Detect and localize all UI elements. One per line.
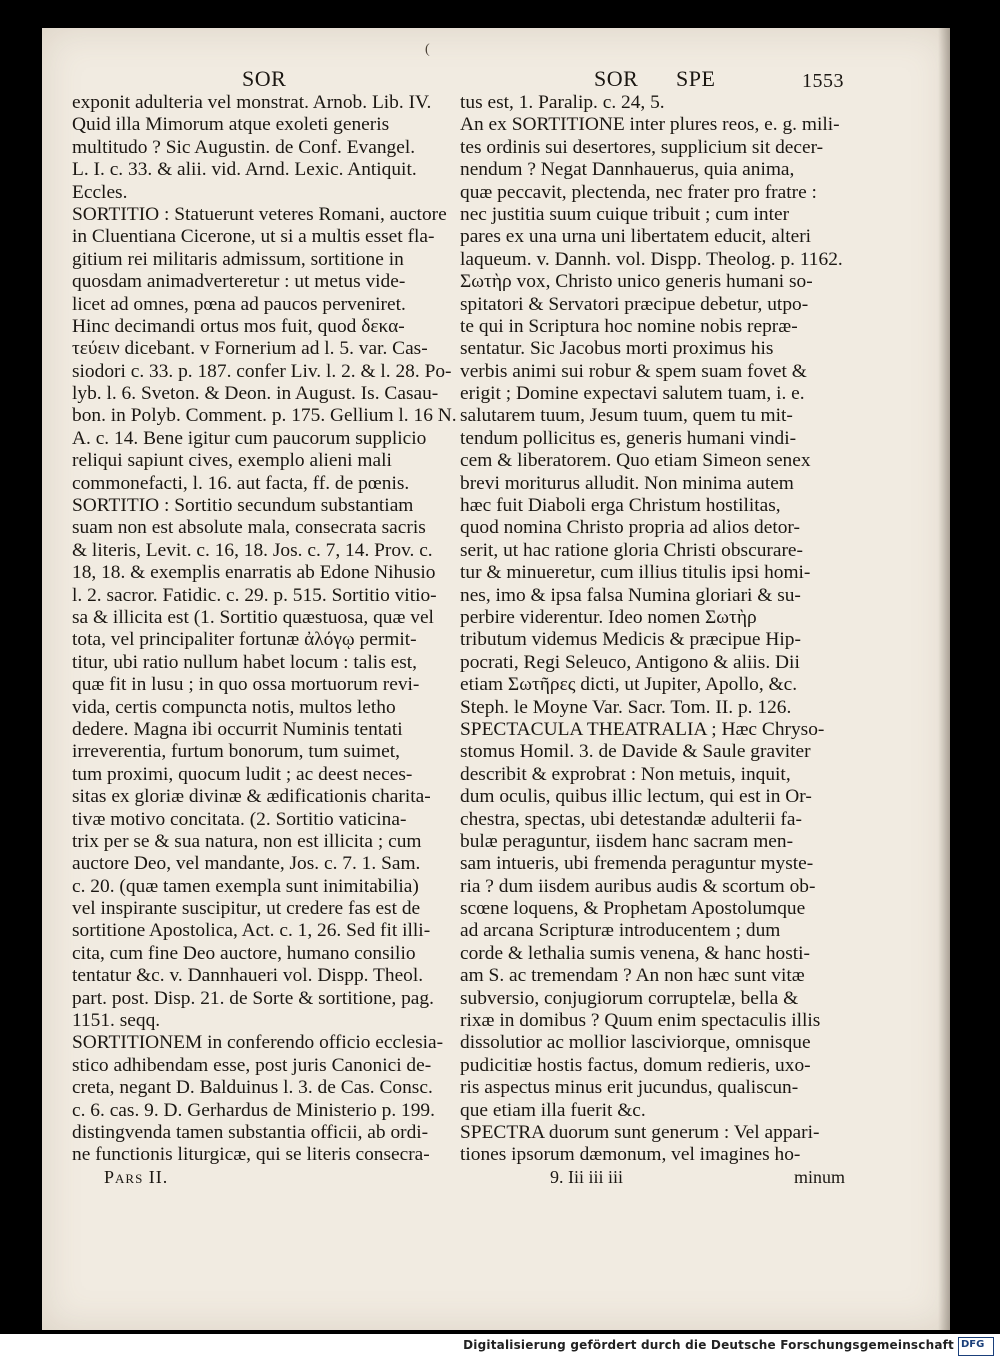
text-line: brevi moriturus alludit. Non minima autem — [460, 472, 794, 494]
text-line: quæ peccavit, plectenda, nec frater pro fratre : — [460, 181, 817, 203]
text-line: stomus Homil. 3. de Davide & Saule graviter — [460, 741, 811, 763]
text-line: Quid illa Mimorum atque exoleti generis — [72, 114, 390, 136]
text-line: tendum pollicitus es, generis humani vindi- — [460, 427, 797, 449]
text-line: dedere. Magna ibi occurrit Numinis tentati — [72, 718, 403, 740]
text-line: quæ fit in lusu ; in quo ossa mortuorum revi- — [72, 674, 420, 696]
page-number: 1553 — [802, 70, 844, 92]
text-line: ne functionis liturgicæ, qui se literis consecra- — [72, 1144, 430, 1166]
text-line: Hinc decimandi ortus mos fuit, quod δεκα- — [72, 315, 405, 337]
credit-bar — [0, 1334, 1000, 1358]
text-line: corde & lethalia sumis venena, & hanc hosti- — [460, 942, 811, 964]
text-line: stico adhibendam esse, post juris Canonici de- — [72, 1054, 432, 1076]
text-line: titur, ubi ratio nullum habet locum : talis est, — [72, 651, 417, 673]
text-line: SORTITIO : Statuerunt veteres Romani, auctore — [72, 203, 447, 225]
text-line: describit & exprobrat : Non metuis, inquit, — [460, 763, 791, 785]
text-line: licet ad omnes, pœna ad paucos perveniret. — [72, 293, 406, 315]
text-line: part. post. Disp. 21. de Sorte & sortitione, pag. — [72, 987, 434, 1009]
text-line: tiones ipsorum dæmonum, vel imagines ho- — [460, 1144, 801, 1166]
text-line: creta, negant D. Balduinus l. 3. de Cas. Consc. — [72, 1077, 433, 1099]
text-line: tentatur &c. v. Dannhaueri vol. Dispp. Theol. — [72, 965, 424, 987]
text-line: que etiam illa fuerit &c. — [460, 1099, 646, 1121]
dfg-logo-icon[interactable] — [958, 1337, 994, 1356]
text-line: tum proximi, quocum ludit ; ac deest neces- — [72, 763, 413, 785]
text-line: bulæ peraguntur, iisdem hanc sacram men- — [460, 830, 794, 852]
text-line: τεύειν dicebant. v Fornerium ad l. 5. var. Cas- — [72, 338, 428, 360]
right-column — [460, 92, 843, 1167]
text-line: 1151. seqq. — [72, 1010, 161, 1032]
text-line: quosdam animadverteretur : ut metus vide- — [72, 271, 406, 293]
text-line: SORTITIONEM in conferendo officio ecclesia- — [72, 1032, 444, 1054]
text-line: trix per se & sua natura, non est illicita ; cum — [72, 830, 422, 852]
text-line: siodori c. 33. p. 187. confer Liv. l. 2. & l. 28. Po- — [72, 360, 452, 382]
page-edge-shadow — [938, 28, 950, 1330]
text-line: tivæ motivo concitata. (2. Sortitio vaticina- — [72, 808, 407, 830]
text-line: nec justitia suum cuique tribuit ; cum inter — [460, 203, 790, 225]
running-head-right-1: SOR — [594, 66, 639, 91]
text-line: am S. ac tremendam ? An non hæc sunt vitæ — [460, 965, 805, 987]
text-line: spitatori & Servatori præcipue debetur, utpo- — [460, 293, 809, 315]
text-line: laqueum. v. Dannh. vol. Dispp. Theolog. p. 1162. — [460, 248, 843, 270]
text-line: l. 2. sacror. Fatidic. c. 29. p. 515. Sortitio vitio- — [72, 584, 437, 606]
text-line: sentatur. Sic Jacobus morti proximus his — [460, 338, 774, 360]
text-line: ria ? dum iisdem auribus audis & scortum ob- — [460, 875, 816, 897]
text-line: tus est, 1. Paralip. c. 24, 5. — [460, 92, 665, 113]
text-line: etiam Σωτῆρες dicti, ut Jupiter, Apollo, &c. — [460, 674, 798, 696]
text-line: rixæ in domibus ? Quum enim spectaculis illis — [460, 1010, 821, 1032]
text-line: Σωτὴρ vox, Christo unico generis humani so- — [460, 271, 813, 293]
text-line: ad arcana Scripturæ introducentem ; dum — [460, 920, 781, 942]
text-line: salutarem tuum, Jesum tuum, quem tu mit- — [460, 405, 793, 427]
text-line: & literis, Levit. c. 16, 18. Jos. c. 7, 14. Prov. c. — [72, 539, 433, 561]
text-line: 18, 18. & exemplis enarratis ab Edone Nihusio — [72, 562, 436, 584]
text-line: lyb. l. 6. Sveton. & Deon. in August. Is. Casau- — [72, 383, 439, 405]
text-line: auctore Deo, vel mandante, Jos. c. 7. 1. Sam. — [72, 853, 421, 875]
text-line: sam intueris, ubi fremenda peraguntur myste- — [460, 853, 814, 875]
text-line: serit, ut hac ratione gloria Christi obscurare- — [460, 539, 803, 561]
scanned-page — [42, 28, 950, 1330]
text-line: sortitione Apostolica, Act. c. 1, 26. Sed fit illi- — [72, 920, 431, 942]
text-line: tur & minueretur, cum illius titulis ipsi homi- — [460, 562, 811, 584]
left-column — [72, 92, 460, 1167]
page-mark: ( — [425, 42, 430, 57]
text-line: irreverentia, furtum bonorum, tum suimet, — [72, 741, 400, 763]
text-line: tota, vel principaliter fortunæ ἀλόγῳ permit- — [72, 629, 417, 651]
running-head-left: SOR — [242, 66, 287, 91]
text-line: in Cluentiana Cicerone, ut si a multis esset fla- — [72, 226, 435, 248]
text-line: quod nomina Christo propria ad alios detor- — [460, 517, 800, 539]
text-line: Eccles. — [72, 181, 128, 203]
text-line: c. 20. (quæ tamen exempla sunt inimitabilia) — [72, 875, 419, 897]
text-line: gitium rei militaris admissum, sortitione in — [72, 248, 404, 270]
text-line: suam non est absolute mala, consecrata sacris — [72, 517, 426, 539]
text-line: A. c. 14. Bene igitur cum paucorum supplicio — [72, 427, 427, 449]
text-line: verbis animi sui robur & spem suam fovet & — [460, 360, 807, 382]
footer-catchword: minum — [794, 1167, 846, 1187]
text-line: pocrati, Regi Seleuco, Antigono & aliis. Dii — [460, 651, 800, 673]
text-line: pudicitiæ hostis factus, domum redieris, uxo- — [460, 1054, 811, 1076]
text-line: nes, imo & ipsa falsa Numina gloriari & su- — [460, 584, 801, 606]
text-line: SPECTACULA THEATRALIA ; Hæc Chryso- — [460, 718, 825, 740]
text-line: SPECTRA duorum sunt generum : Vel appari- — [460, 1121, 820, 1143]
text-line: dum oculis, quibus illic lectum, qui est in Or- — [460, 786, 812, 808]
running-head-right-2: SPE — [676, 66, 716, 91]
credit-text: Digitalisierung gefördert durch die Deutsche Forschungsgemeinschaft — [463, 1338, 954, 1352]
text-line: subversio, conjugiorum corruptelæ, bella & — [460, 987, 799, 1009]
text-line: te qui in Scriptura hoc nomine nobis repræ- — [460, 315, 798, 337]
text-line: bon. in Polyb. Comment. p. 175. Gellium l. 16 N. — [72, 405, 457, 427]
text-line: exponit adulteria vel monstrat. Arnob. Lib. IV. — [72, 92, 432, 113]
text-line: An ex SORTITIONE inter plures reos, e. g. mili- — [460, 114, 840, 136]
text-line: L. I. c. 33. & alii. vid. Arnd. Lexic. Antiquit. — [72, 159, 417, 181]
text-line: chestra, spectas, ubi detestandæ adulterii fa- — [460, 808, 802, 830]
text-line: scœne loquens, & Prophetam Apostolumque — [460, 898, 806, 920]
text-line: ris aspectus minus erit jucundus, qualiscun- — [460, 1077, 799, 1099]
text-line: pares ex una urna uni libertatem educit, alteri — [460, 226, 812, 248]
text-line: cita, cum fine Deo auctore, humano consilio — [72, 942, 416, 964]
text-line: sa & illicita est (1. Sortitio quæstuosa, quæ vel — [72, 606, 434, 628]
text-line: perbire viderentur. Ideo nomen Σωτὴρ — [460, 606, 757, 628]
text-line: cem & liberatorem. Quo etiam Simeon senex — [460, 450, 811, 472]
text-line: dissolutior ac mollior lasciviorque, omnisque — [460, 1032, 811, 1054]
dfg-logo-label: DFG — [961, 1339, 985, 1350]
text-line: tes ordinis sui desertores, supplicium sit decer- — [460, 136, 824, 158]
text-line: erigit ; Domine expectavi salutem tuam, i. e. — [460, 383, 805, 405]
text-line: hæc fuit Diaboli erga Christum hostilitas, — [460, 495, 781, 517]
text-line: SORTITIO : Sortitio secundum substantiam — [72, 495, 414, 517]
text-line: distingvenda tamen substantia officii, ab ordi- — [72, 1121, 429, 1143]
text-line: nendum ? Negat Dannhauerus, quia anima, — [460, 159, 795, 181]
text-line: tributum videmus Medicis & præcipue Hip- — [460, 629, 801, 651]
text-line: multitudo ? Sic Augustin. de Conf. Evangel. — [72, 136, 416, 158]
text-line: vida, certis compuncta notis, multos letho — [72, 696, 396, 718]
text-line: vel inspirante suscipitur, ut credere fas est de — [72, 898, 421, 920]
text-line: commonefacti, l. 16. aut facta, ff. de pœnis. — [72, 472, 410, 494]
text-line: Steph. le Moyne Var. Sacr. Tom. II. p. 126. — [460, 696, 792, 718]
text-line: sitas ex gloriæ divinæ & ædificationis charita- — [72, 786, 431, 808]
text-line: reliqui sapiunt cives, exemplo alieni mali — [72, 450, 392, 472]
footer-signature: 9. Iii iii iii — [550, 1167, 624, 1187]
footer-part: Pars II. — [104, 1167, 169, 1187]
text-line: c. 6. cas. 9. D. Gerhardus de Ministerio p. 199. — [72, 1099, 435, 1121]
